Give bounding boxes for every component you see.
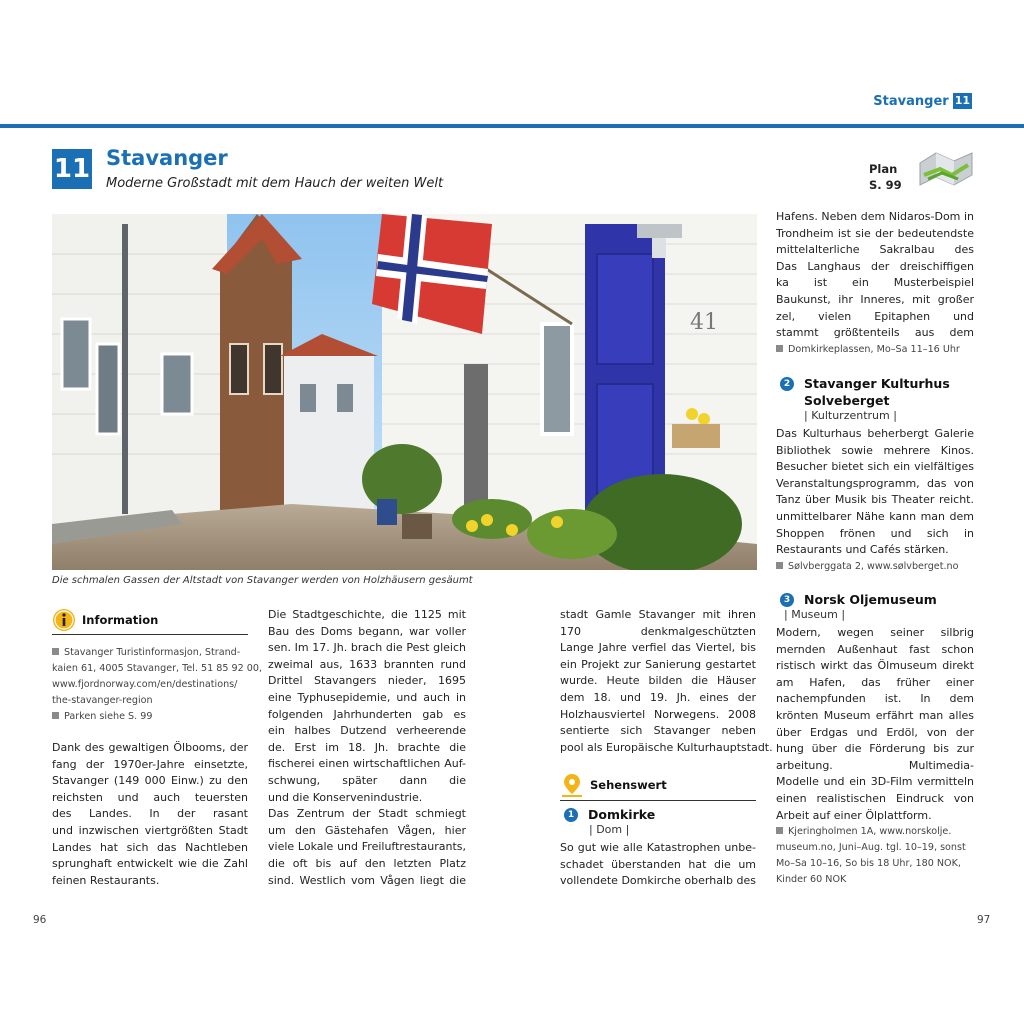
sight-2-address: Sølvberggata 2, www.sølvberget.no bbox=[788, 560, 959, 572]
body-line: Das Zentrum der Stadt schmiegt bbox=[268, 807, 466, 821]
body-line: ein halbes Dutzend verheerende bbox=[268, 724, 466, 738]
sights-box-title: Sehenswert bbox=[590, 777, 667, 792]
parking-reference: Parken siehe S. 99 bbox=[64, 711, 153, 722]
body-line: fang der 1970er-Jahre einsetzte, bbox=[52, 757, 248, 771]
info-icon bbox=[52, 608, 76, 632]
plan-label: Plan bbox=[869, 162, 898, 176]
sight-number-badge: 3 bbox=[780, 593, 794, 607]
body-line: einen realistischen Eindruck von bbox=[776, 791, 974, 805]
body-line: um den Gästehafen Vågen, hier bbox=[268, 823, 466, 837]
location-pin-icon bbox=[560, 772, 584, 798]
body-line: Drittel Stavangers nieder, 1695 bbox=[268, 674, 466, 688]
running-head-number: 11 bbox=[954, 94, 970, 107]
body-line: vollendete Domkirche oberhalb des bbox=[560, 874, 756, 888]
info-link-cont[interactable]: the-stavanger-region bbox=[52, 695, 153, 706]
body-line: Bau des Doms begann, war voller bbox=[268, 624, 466, 638]
plan-page: S. 99 bbox=[869, 178, 902, 192]
body-line: de. Erst im 18. Jh. brachte die bbox=[268, 740, 466, 754]
body-line: Landes hat sich das Nachtleben bbox=[52, 840, 248, 854]
body-line: arbeitung. Multimedia- bbox=[776, 758, 974, 772]
running-head bbox=[873, 93, 972, 109]
sight-title-cont[interactable]: Solveberget bbox=[804, 393, 890, 408]
sight-title[interactable]: Norsk Oljemuseum bbox=[804, 592, 937, 607]
body-line: ristisch wirkt das Ölmuseum direkt bbox=[776, 659, 974, 673]
body-line: Tanz über Musik bis Theater reicht. bbox=[776, 493, 974, 507]
body-line: reichsten und auch teuersten bbox=[52, 790, 248, 804]
body-line: Besucher bietet sich ein vielfältiges bbox=[776, 460, 974, 474]
body-line: zel, vielen Epitaphen und bbox=[776, 309, 974, 323]
sights-box-header bbox=[560, 772, 756, 801]
body-line: Lange Jahre verfiel das Viertel, bis bbox=[560, 641, 756, 655]
body-line: Hafens. Neben dem Nidaros-Dom in bbox=[776, 210, 974, 223]
info-box-title: Information bbox=[82, 612, 159, 627]
body-line: Restaurants und Cafés stärken. bbox=[776, 543, 949, 557]
body-line: eine Typhusepidemie, und auch in bbox=[268, 690, 466, 704]
sight-3-description bbox=[776, 625, 974, 888]
body-line: schadet überstanden hat die um bbox=[560, 857, 756, 871]
body-line: viele Lokale und Freiluftrestaurants, bbox=[268, 840, 466, 854]
chapter-number-badge: 11 bbox=[52, 149, 92, 189]
chapter-title: Stavanger bbox=[106, 146, 228, 170]
body-line: am Hafen, das früher einer bbox=[776, 675, 974, 689]
sight-number-badge: 2 bbox=[780, 377, 794, 391]
body-line: So gut wie alle Katastrophen unbe- bbox=[560, 841, 756, 854]
body-line: über Erdgas und Erdöl, von der bbox=[776, 725, 974, 739]
body-line: hung über die Förderung bis zur bbox=[776, 742, 974, 756]
info-box bbox=[52, 608, 263, 725]
sight-category: | Kulturzentrum | bbox=[804, 409, 897, 422]
body-line: ein Projekt zur Sanierung gestartet bbox=[560, 657, 756, 671]
body-line: Shoppen frönen und sich in bbox=[776, 526, 974, 540]
info-link[interactable]: www.fjordnorway.com/en/destinations/ bbox=[52, 679, 238, 690]
body-line: sprunghaft entwickelt wie die Zahl bbox=[52, 857, 248, 871]
info-line[interactable]: Kjeringholmen 1A, www.norskolje. bbox=[788, 826, 952, 838]
body-line: Stavanger (149 000 Einw.) zu den bbox=[52, 774, 248, 788]
body-line: ka ist ein Musterbeispiel bbox=[776, 276, 974, 290]
body-line: krönten Museum erfährt man alles bbox=[776, 708, 974, 722]
info-line: kaien 61, 4005 Stavanger, Tel. 51 85 92 00, bbox=[52, 663, 263, 674]
info-line: Kinder 60 NOK bbox=[776, 874, 847, 886]
chapter-subtitle: Moderne Großstadt mit dem Hauch der weiten Welt bbox=[106, 176, 444, 191]
info-line[interactable]: museum.no, Juni–Aug. tgl. 10–19, sonst bbox=[776, 842, 966, 854]
sight-category: | Dom | bbox=[589, 823, 630, 836]
page-number-left: 96 bbox=[33, 914, 47, 926]
map-icon bbox=[918, 149, 974, 193]
body-line: Bibliothek sowie mehrere Kinos. bbox=[776, 443, 974, 457]
info-line: Stavanger Turistinformasjon, Strand- bbox=[64, 647, 241, 658]
body-line: fischerei einen wirtschaftlichen Auf- bbox=[268, 757, 466, 771]
photo-old-town-street bbox=[52, 214, 757, 570]
sight-3 bbox=[780, 591, 937, 621]
sight-1-address: Domkirkeplassen, Mo–Sa 11–16 Uhr bbox=[788, 343, 960, 355]
body-line: und die Konservenindustrie. bbox=[268, 790, 423, 804]
body-line: pool als Europäische Kulturhauptstadt. bbox=[560, 740, 773, 754]
body-line: 170 denkmalgeschützten bbox=[560, 624, 756, 638]
page-number-right: 97 bbox=[977, 914, 991, 926]
body-line: Baukunst, ihr Inneres, mit großer bbox=[776, 292, 974, 306]
body-line: mernden Außenhaut fast schon bbox=[776, 642, 974, 656]
body-line: unmittelbarer Nähe kann man dem bbox=[776, 509, 974, 523]
body-line: sen. Im 17. Jh. brach die Pest gleich bbox=[268, 641, 466, 655]
sights-box bbox=[560, 772, 756, 801]
sight-title[interactable]: Stavanger Kulturhus bbox=[804, 376, 950, 391]
body-line: zweimal aus, 1633 brannten rund bbox=[268, 657, 466, 671]
sight-1 bbox=[564, 806, 655, 836]
sight-category: | Museum | bbox=[784, 608, 846, 621]
plan-reference[interactable] bbox=[869, 161, 902, 193]
body-line: sentierte sich Stavanger neben bbox=[560, 724, 756, 738]
sight-1-description-cont bbox=[776, 209, 974, 358]
body-line: feinen Restaurants. bbox=[52, 873, 160, 887]
sight-2-description bbox=[776, 426, 974, 575]
body-line: Modern, wegen seiner silbrig bbox=[776, 626, 974, 639]
old-town-paragraph bbox=[560, 607, 773, 756]
body-line: nachempfunden ist. In dem bbox=[776, 692, 974, 706]
body-line: Die Stadtgeschichte, die 1125 mit bbox=[268, 608, 466, 621]
body-line: stammt größtenteils aus dem bbox=[776, 326, 974, 340]
body-line: Holzhausviertel Norwegens. 2008 bbox=[560, 707, 756, 721]
sight-title[interactable]: Domkirke bbox=[588, 807, 656, 822]
tourist-info-address bbox=[52, 645, 263, 725]
photo-caption: Die schmalen Gassen der Altstadt von Stavanger werden von Holzhäusern gesäumt bbox=[52, 575, 473, 586]
body-line: dem 18. und 19. Jh. eines der bbox=[560, 690, 756, 704]
history-paragraph bbox=[268, 607, 466, 889]
body-line: Veranstaltungsprogramm, das von bbox=[776, 476, 974, 490]
intro-paragraph bbox=[52, 740, 248, 889]
body-line: wurde. Heute bilden die Häuser bbox=[560, 674, 756, 688]
info-box-header bbox=[52, 608, 248, 635]
sight-2 bbox=[780, 375, 950, 422]
body-line: folgenden Jahrhunderten gab es bbox=[268, 707, 466, 721]
header-rule bbox=[0, 124, 1024, 128]
running-head-title: Stavanger bbox=[873, 93, 949, 109]
body-line: Dank des gewaltigen Ölbooms, der bbox=[52, 741, 248, 754]
info-line: Mo–Sa 10–16, So bis 18 Uhr, 180 NOK, bbox=[776, 858, 961, 870]
body-line: die oft bis auf den letzten Platz bbox=[268, 856, 466, 870]
body-line: Das Kulturhaus beherbergt Galerie bbox=[776, 427, 974, 440]
body-line: Modelle und ein 3D-Film vermitteln bbox=[776, 775, 974, 789]
body-line: Arbeit auf einer Ölplattform. bbox=[776, 808, 932, 822]
sight-3-address bbox=[776, 824, 974, 888]
body-line: sind. Westlich vom Vågen liegt die bbox=[268, 873, 466, 887]
body-line: des Landes. In der rasant bbox=[52, 807, 248, 821]
body-line: und inzwischen viertgrößten Stadt bbox=[52, 823, 248, 837]
body-line: stadt Gamle Stavanger mit ihren bbox=[560, 608, 756, 621]
sight-number-badge: 1 bbox=[564, 808, 578, 822]
body-line: schwung, später dann die bbox=[268, 773, 466, 787]
body-line: Das Langhaus der dreischiffigen bbox=[776, 259, 974, 273]
sight-1-description bbox=[560, 840, 756, 890]
house-number: 41 bbox=[690, 310, 718, 335]
body-line: Trondheim ist sie der bedeutendste bbox=[776, 226, 974, 240]
body-line: mittelalterliche Sakralbau des bbox=[776, 243, 974, 257]
